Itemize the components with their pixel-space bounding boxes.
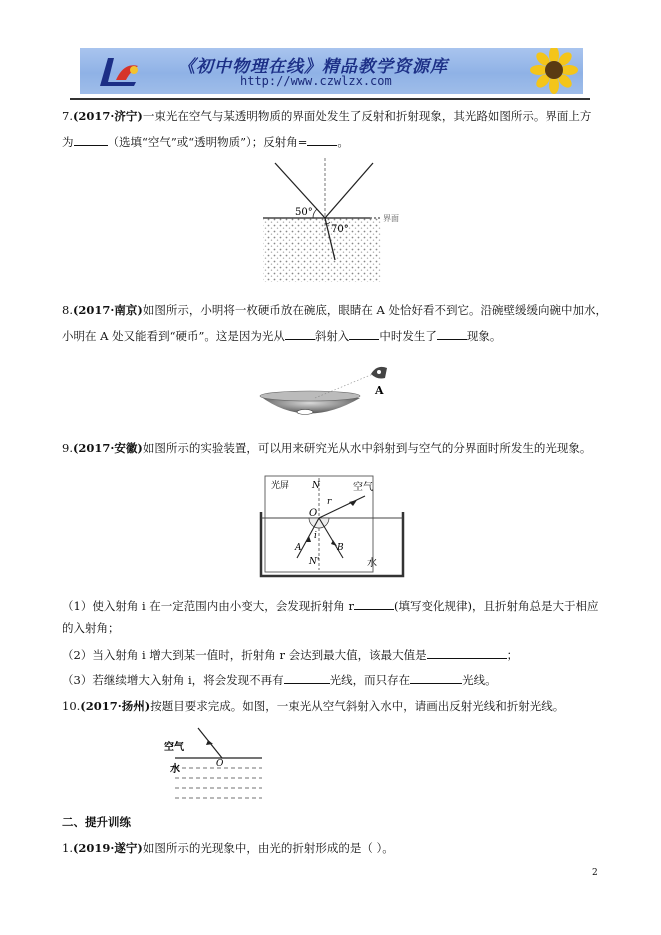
- q9-screen-label: 光屏: [271, 481, 290, 491]
- q7-angle-50-label: 50°: [295, 207, 313, 218]
- q9-text: 如图所示的实验装置，可以用来研究光从水中斜射到与空气的分界面时所发生的光现象。: [142, 441, 592, 455]
- q9-p1-text-b: (填写变化规律)，且折射角总是大于相应: [393, 599, 599, 613]
- q9-p1-text-a: （1）使入射角 i 在一定范围内由小变大，会发现折射角 r: [62, 599, 354, 613]
- q8-blank-1[interactable]: [285, 327, 315, 340]
- q9-p2-text-b: ；: [506, 648, 519, 662]
- q9-line1: [62, 440, 591, 456]
- q9-protractor: [309, 518, 329, 528]
- q9-blank-4[interactable]: [410, 671, 462, 684]
- q9-label-n-bottom: N': [309, 557, 320, 567]
- q8-text-b: 斜射入: [314, 329, 350, 343]
- s2q1-text: 如图所示的光现象中，由光的折射形成的是（ ）。: [142, 841, 394, 855]
- q8-text-c: 中时发生了: [379, 329, 437, 343]
- q10-label-o: O: [216, 759, 224, 769]
- q9-number: 9.: [62, 441, 73, 455]
- q10-source: (2017·扬州): [80, 699, 151, 713]
- q10-text: 按题目要求完成。如图，一束光从空气斜射入水中，请画出反射光线和折射光线。: [150, 699, 565, 713]
- q10-water-label: 水: [170, 764, 180, 775]
- q7-angle-arc-1: [313, 209, 317, 218]
- q7-line1: [62, 108, 591, 124]
- logo-icon: [90, 52, 150, 92]
- q8-coin: [297, 410, 313, 415]
- q7-blank-2[interactable]: [307, 133, 337, 146]
- q8-line1: [62, 302, 607, 318]
- q10-figure: [160, 722, 270, 802]
- q9-p3-text-b: 光线，而只存在: [329, 673, 411, 687]
- q9-source: (2017·安徽): [72, 441, 143, 455]
- q8-blank-3[interactable]: [437, 327, 467, 340]
- q8-text-d: 现象。: [466, 329, 502, 343]
- header-banner: [80, 48, 583, 94]
- q9-part3: [62, 671, 497, 688]
- header-divider: [70, 98, 590, 100]
- q7-angle-70-label: 70°: [331, 224, 349, 235]
- q9-label-n-top: N: [312, 481, 320, 491]
- q7-line2: [62, 133, 349, 150]
- q9-water-label: 水: [367, 558, 377, 569]
- header-url: http://www.czwlzx.com: [240, 74, 392, 88]
- q9-part2: [62, 646, 518, 663]
- q9-label-r: r: [327, 497, 332, 507]
- header-title: 《初中物理在线》精品教学资源库: [178, 57, 448, 77]
- q7-text-b: （选填“空气”或“透明物质”）；反射角=: [107, 135, 308, 149]
- q9-ray-refracted: [319, 496, 365, 518]
- q8-bowl-rim: [260, 391, 360, 401]
- s2q1-source: (2019·遂宁): [72, 841, 143, 855]
- q8-text: 如图所示，小明将一枚硬币放在碗底，眼睛在 A 处恰好看不到它。沿碗壁缓缓向碗中加水，: [142, 303, 608, 317]
- q8-figure: [255, 358, 415, 428]
- q9-blank-1[interactable]: [354, 597, 394, 610]
- q7-ray-reflected: [325, 163, 373, 218]
- q7-blank-1[interactable]: [74, 133, 108, 146]
- q10-line1: [62, 698, 564, 714]
- q10-number: 10.: [62, 699, 81, 713]
- sunflower-icon: [520, 48, 583, 94]
- q9-p3-text-a: （3）若继续增大入射角 i，将会发现不再有: [62, 673, 284, 687]
- q9-label-b: B: [337, 543, 344, 553]
- q8-source: (2017·南京): [72, 303, 143, 317]
- q8-text-a: 小明在 A 处又能看到“硬币”。这是因为光从: [62, 329, 285, 343]
- q10-air-label: 空气: [164, 742, 184, 753]
- q9-blank-2[interactable]: [427, 646, 507, 659]
- q9-air-label: 空气: [353, 482, 373, 493]
- q9-p3-text-c: 光线。: [462, 673, 497, 687]
- q7-text-c: 。: [337, 135, 349, 149]
- q7-text: 一束光在空气与某透明物质的界面处发生了反射和折射现象，其光路如图所示。界面上方: [142, 109, 592, 123]
- q7-source: (2017·济宁): [72, 109, 143, 123]
- q9-part1-line2: [62, 620, 120, 636]
- q7-number: 7.: [62, 109, 73, 123]
- q7-figure: [255, 158, 420, 283]
- q9-blank-3[interactable]: [284, 671, 330, 684]
- q8-number: 8.: [62, 303, 73, 317]
- q9-p1-text-c: 的入射角；: [62, 621, 120, 635]
- q9-label-i: i: [314, 531, 317, 541]
- q9-label-o: O: [309, 508, 318, 519]
- q7-interface-label: 界面: [383, 214, 399, 223]
- section-2-title: 二、提升训练: [62, 815, 131, 829]
- q7-text-a: 为: [62, 135, 74, 149]
- page-number: 2: [592, 868, 598, 878]
- s2q1-number: 1.: [62, 841, 73, 855]
- q8-line2: [62, 327, 501, 344]
- s2q1-line1: [62, 840, 394, 856]
- q9-label-a: A: [295, 543, 302, 553]
- q9-part1-line1: [62, 597, 598, 614]
- q7-medium-region: [263, 218, 381, 282]
- q8-blank-2[interactable]: [349, 327, 379, 340]
- q9-arrow-refracted: [349, 500, 357, 506]
- eye-icon: [371, 367, 387, 379]
- q9-figure: [257, 468, 407, 580]
- q10-arrow-incident: [206, 740, 213, 745]
- q9-p2-text-a: （2）当入射角 i 增大到某一值时，折射角 r 会达到最大值，该最大值是: [62, 648, 427, 662]
- q8-point-a-label: A: [375, 384, 384, 397]
